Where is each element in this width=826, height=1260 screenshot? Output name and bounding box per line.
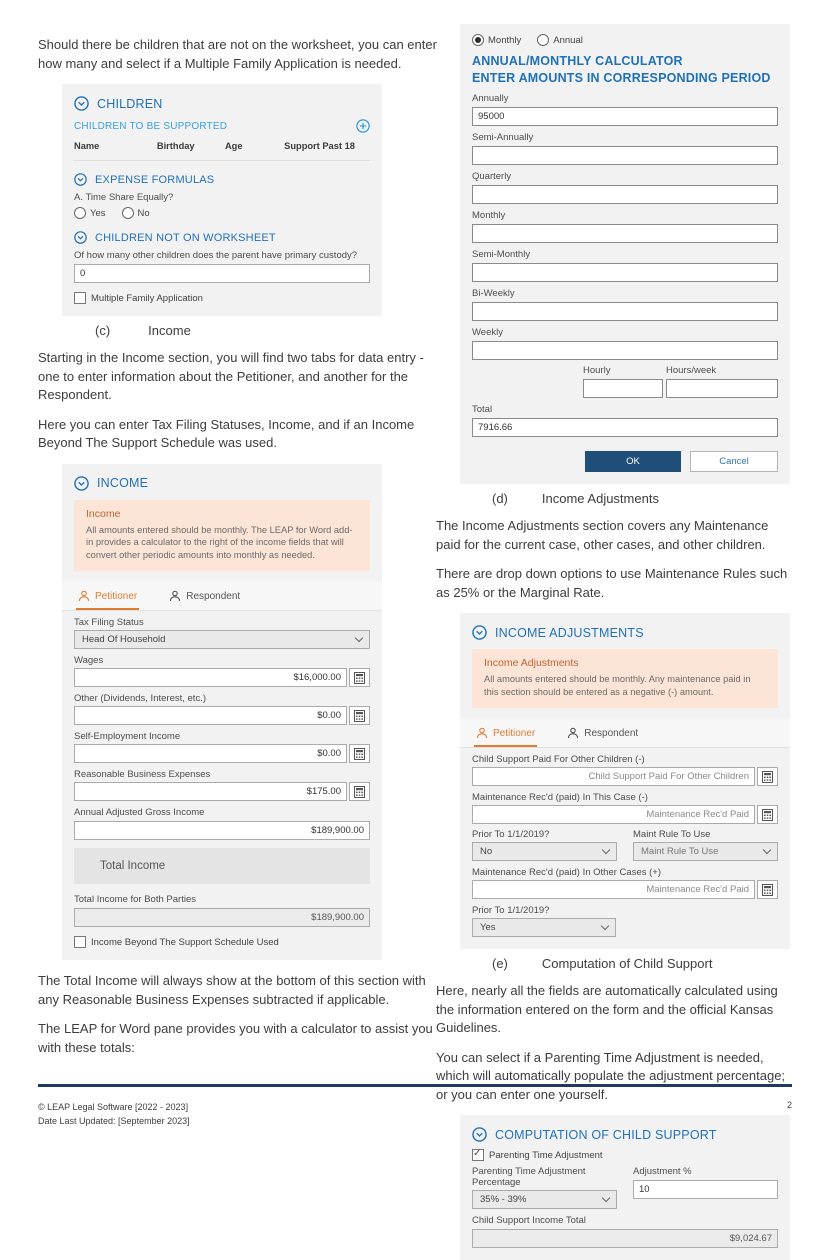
total-income-bar xyxy=(74,848,370,884)
field-label: Other (Dividends, Interest, etc.) xyxy=(74,693,206,704)
chevron-circle-icon[interactable] xyxy=(74,96,89,111)
body-paragraph: The Total Income will always show at the bottom of this section with any Reasonable Business Expenses subtracted if applicable. xyxy=(38,973,426,1007)
hours-week-input[interactable] xyxy=(666,379,778,398)
field-label: Self-Employment Income xyxy=(74,731,181,742)
field-label: Parenting Time Adjustment Percentage xyxy=(472,1166,586,1188)
info-title: Income xyxy=(86,507,121,520)
prior-2019-select[interactable] xyxy=(472,842,617,861)
children-section-title: CHILDREN xyxy=(97,96,163,111)
calculator-title-line2: ENTER AMOUNTS IN CORRESPONDING PERIOD xyxy=(472,71,771,85)
field-label: Adjustment % xyxy=(633,1166,692,1177)
radio-no[interactable] xyxy=(122,207,150,219)
children-to-be-supported-header xyxy=(74,119,370,133)
hours-week-label: Hours/week xyxy=(666,365,717,376)
body-paragraph: The Income Adjustments section covers any Maintenance paid for the current case, other cases, and other children. xyxy=(436,518,769,552)
calculator-total-input[interactable] xyxy=(472,418,778,437)
calculator-button[interactable] xyxy=(349,782,370,801)
radio-yes[interactable] xyxy=(74,207,106,219)
total-both-parties-input xyxy=(74,908,370,927)
selected-value: Yes xyxy=(480,922,496,933)
tab-label: Petitioner xyxy=(95,590,138,602)
self-employment-input[interactable] xyxy=(74,744,347,763)
children-panel xyxy=(62,84,382,316)
tab-respondent[interactable] xyxy=(167,581,242,610)
field-label: Prior To 1/1/2019? xyxy=(472,829,550,840)
person-icon xyxy=(78,590,90,602)
body-paragraph: Here you can enter Tax Filing Statuses, Income, and if an Income Beyond The Support Schedule was used. xyxy=(38,416,415,450)
page-number: 2 xyxy=(786,1100,792,1110)
field-label: Wages xyxy=(74,655,104,666)
weekly-input[interactable] xyxy=(472,341,778,360)
person-icon xyxy=(567,727,579,739)
footer-copyright: © LEAP Legal Software [2022 - 2023] xyxy=(38,1102,189,1112)
radio-monthly[interactable] xyxy=(472,34,521,46)
time-share-question: A. Time Share Equally? xyxy=(74,192,174,203)
monthly-input[interactable] xyxy=(472,224,778,243)
hourly-row xyxy=(472,365,778,398)
caption-title: Income xyxy=(148,323,191,338)
total-label: Total xyxy=(472,404,493,415)
field-label: Monthly xyxy=(472,210,506,221)
chevron-down-icon xyxy=(602,846,610,854)
chevron-circle-icon[interactable] xyxy=(74,231,87,244)
right-column xyxy=(436,24,790,1260)
body-paragraph: There are drop down options to use Maintenance Rules such as 25% or the Marginal Rate. xyxy=(436,566,788,600)
body-paragraph: You can select if a Parenting Time Adjustment is needed, which will automatically populate the adjustment percentage; or you can enter one yourself. xyxy=(436,1049,786,1102)
income-section-title: INCOME xyxy=(97,476,149,490)
selected-value: Head Of Household xyxy=(82,634,166,645)
calculator-icon xyxy=(354,748,365,760)
calculator-button[interactable] xyxy=(757,805,778,824)
income-adjustments-panel xyxy=(460,613,790,949)
tab-petitioner[interactable] xyxy=(474,718,537,747)
maintenance-this-case-input[interactable] xyxy=(472,805,755,824)
maintenance-other-cases-input[interactable] xyxy=(472,880,755,899)
radio-annual[interactable] xyxy=(537,34,583,46)
income-adjustments-header xyxy=(472,625,778,640)
selected-value: No xyxy=(480,846,493,857)
annually-input[interactable] xyxy=(472,107,778,126)
tab-label: Petitioner xyxy=(493,727,536,739)
caption-label: (d) xyxy=(492,491,508,506)
chevron-circle-icon[interactable] xyxy=(74,476,89,491)
field-label: Maint Rule To Use xyxy=(633,829,711,840)
field-label: Weekly xyxy=(472,327,503,338)
caption-label: (c) xyxy=(95,323,111,338)
chevron-down-icon xyxy=(602,1194,610,1202)
info-body: All amounts entered should be monthly. The LEAP for Word add-in provides a calculator to the right of the income fields that will convert other periodic amounts into monthly as needed. xyxy=(86,524,353,560)
add-child-icon[interactable] xyxy=(356,119,370,133)
left-column xyxy=(38,36,440,1068)
child-support-income-total-input xyxy=(472,1229,778,1248)
calculator-button[interactable] xyxy=(349,706,370,725)
chevron-circle-icon[interactable] xyxy=(472,1127,487,1142)
field-label: Tax Filing Status xyxy=(74,617,144,628)
caption-title: Computation of Child Support xyxy=(541,956,713,971)
field-label: Child Support Paid For Other Children (-) xyxy=(472,754,645,765)
income-beyond-checkbox[interactable] xyxy=(74,936,370,948)
calculator-icon xyxy=(762,809,773,821)
children-to-be-supported-title: CHILDREN TO BE SUPPORTED xyxy=(74,120,228,132)
calculator-title xyxy=(472,53,778,87)
tab-petitioner[interactable] xyxy=(76,581,139,610)
footer-updated: Date Last Updated: [September 2023] xyxy=(38,1116,190,1126)
income-section-header xyxy=(74,476,370,491)
checkbox-icon[interactable] xyxy=(472,1149,484,1161)
ok-button[interactable]: OK xyxy=(585,451,681,472)
chevron-circle-icon[interactable] xyxy=(472,625,487,640)
chevron-circle-icon[interactable] xyxy=(74,173,87,186)
income-info-box xyxy=(74,500,370,572)
figure-caption xyxy=(492,491,790,506)
adjustment-pct-input[interactable] xyxy=(633,1180,778,1199)
radio-icon[interactable] xyxy=(537,34,549,46)
footer-divider xyxy=(38,1084,792,1087)
selected-value: 35% - 39% xyxy=(480,1194,527,1205)
field-label: Bi-Weekly xyxy=(472,288,515,299)
body-paragraph: Should there be children that are not on the worksheet, you can enter how many and select if a Multiple Family Application is needed. xyxy=(38,37,437,71)
children-not-on-worksheet-title: CHILDREN NOT ON WORKSHEET xyxy=(95,231,276,244)
calculator-button[interactable] xyxy=(349,668,370,687)
field-label: Prior To 1/1/2019? xyxy=(472,905,550,916)
business-expenses-input[interactable] xyxy=(74,782,347,801)
caption-label: (e) xyxy=(492,956,508,971)
field-label: Semi-Monthly xyxy=(472,249,531,260)
semi-annually-input[interactable] xyxy=(472,146,778,165)
parenting-time-checkbox[interactable] xyxy=(472,1149,778,1161)
calculator-button[interactable] xyxy=(349,744,370,763)
calculator-icon xyxy=(762,771,773,783)
calculator-buttons xyxy=(472,451,778,472)
income-beyond-label: Income Beyond The Support Schedule Used xyxy=(91,936,279,948)
column-header: Age xyxy=(224,141,243,151)
expense-formulas-title: EXPENSE FORMULAS xyxy=(95,173,215,186)
annual-adjusted-gross-income-input[interactable] xyxy=(74,821,370,840)
field-label: Annually xyxy=(472,93,509,104)
calculator-icon xyxy=(354,786,365,798)
column-header: Name xyxy=(74,141,100,151)
radio-yes-label: Yes xyxy=(90,207,106,219)
figure-caption xyxy=(492,956,790,971)
info-title: Income Adjustments xyxy=(484,657,579,669)
chevron-down-icon xyxy=(601,922,609,930)
person-icon xyxy=(169,590,181,602)
radio-monthly-label: Monthly xyxy=(488,34,522,46)
expense-formulas-header xyxy=(74,173,370,186)
adjustments-info-box xyxy=(472,649,778,708)
field-label: Child Support Income Total xyxy=(472,1215,586,1226)
chevron-down-icon xyxy=(763,846,771,854)
field-label: Maintenance Rec'd (paid) In This Case (-) xyxy=(472,792,648,803)
selected-value: Maint Rule To Use xyxy=(641,846,719,857)
radio-icon[interactable] xyxy=(74,207,86,219)
income-panel xyxy=(62,464,382,961)
income-adjustments-title: INCOME ADJUSTMENTS xyxy=(495,625,644,640)
calculator-icon xyxy=(762,884,773,896)
radio-icon[interactable] xyxy=(472,34,484,46)
tab-label: Respondent xyxy=(186,590,241,602)
total-income-bar-label: Total Income xyxy=(100,860,166,872)
calculator-icon xyxy=(354,710,365,722)
computation-panel xyxy=(460,1115,790,1260)
multiple-family-checkbox[interactable] xyxy=(74,292,370,304)
field-label: Annual Adjusted Gross Income xyxy=(74,807,205,818)
children-section-header xyxy=(74,96,370,111)
wages-input[interactable] xyxy=(74,668,347,687)
footer-text xyxy=(38,1100,190,1128)
multiple-family-label: Multiple Family Application xyxy=(91,292,203,304)
field-label: Quarterly xyxy=(472,171,512,182)
child-support-other-children-input[interactable] xyxy=(472,767,755,786)
prior-2019-other-select[interactable] xyxy=(472,918,616,937)
hourly-label: Hourly xyxy=(583,365,611,376)
column-header: Birthday xyxy=(156,141,195,151)
computation-header xyxy=(472,1127,778,1142)
children-table-header-row xyxy=(74,141,370,161)
calculator-icon xyxy=(354,672,365,684)
other-income-input[interactable] xyxy=(74,706,347,725)
parenting-time-label: Parenting Time Adjustment xyxy=(489,1149,603,1161)
chevron-down-icon xyxy=(355,634,363,642)
semi-monthly-input[interactable] xyxy=(472,263,778,282)
checkbox-icon[interactable] xyxy=(74,936,86,948)
total-both-parties-label: Total Income for Both Parties xyxy=(74,894,196,905)
custody-count-input[interactable] xyxy=(74,264,370,283)
tax-filing-status-select[interactable] xyxy=(74,630,370,649)
field-label: Maintenance Rec'd (paid) In Other Cases (+) xyxy=(472,867,661,878)
body-paragraph: Here, nearly all the fields are automatically calculated using the information entered on the form and the official Kansas Guidelines. xyxy=(436,983,778,1035)
person-icon xyxy=(476,727,488,739)
annual-monthly-calculator-panel xyxy=(460,24,790,484)
bi-weekly-input[interactable] xyxy=(472,302,778,321)
adjustments-tabs xyxy=(460,718,790,748)
figure-caption xyxy=(95,323,440,338)
radio-annual-label: Annual xyxy=(553,34,583,46)
info-body: All amounts entered should be monthly. Any maintenance paid in this section should be entered as a negative (-) amount. xyxy=(484,674,751,697)
custody-question-label: Of how many other children does the parent have primary custody? xyxy=(74,250,358,261)
calculator-title-line1: ANNUAL/MONTHLY CALCULATOR xyxy=(472,54,683,68)
radio-icon[interactable] xyxy=(122,207,134,219)
calculator-button[interactable] xyxy=(757,767,778,786)
time-share-radios xyxy=(74,207,370,219)
cancel-button[interactable]: Cancel xyxy=(690,451,778,472)
tab-label: Respondent xyxy=(584,727,639,739)
checkbox-icon[interactable] xyxy=(74,292,86,304)
tab-respondent[interactable] xyxy=(565,718,640,747)
radio-no-label: No xyxy=(137,207,150,219)
field-label: Semi-Annually xyxy=(472,132,534,143)
parenting-time-pct-select[interactable] xyxy=(472,1190,617,1209)
field-label: Reasonable Business Expenses xyxy=(74,769,211,780)
maint-rule-select[interactable] xyxy=(633,842,778,861)
children-not-on-worksheet-header xyxy=(74,231,370,244)
quarterly-input[interactable] xyxy=(472,185,778,204)
period-radios xyxy=(472,34,778,46)
calculator-button[interactable] xyxy=(757,880,778,899)
income-tabs xyxy=(62,581,382,611)
column-header: Support Past 18 xyxy=(284,141,355,151)
hourly-input[interactable] xyxy=(583,379,663,398)
body-paragraph: The LEAP for Word pane provides you with a calculator to assist you with these totals: xyxy=(38,1021,433,1055)
computation-title: COMPUTATION OF CHILD SUPPORT xyxy=(495,1127,717,1142)
caption-title: Income Adjustments xyxy=(541,491,659,506)
body-paragraph: Starting in the Income section, you will find two tabs for data entry - one to enter information about the Petitioner, and another for the Respondent. xyxy=(38,350,424,402)
